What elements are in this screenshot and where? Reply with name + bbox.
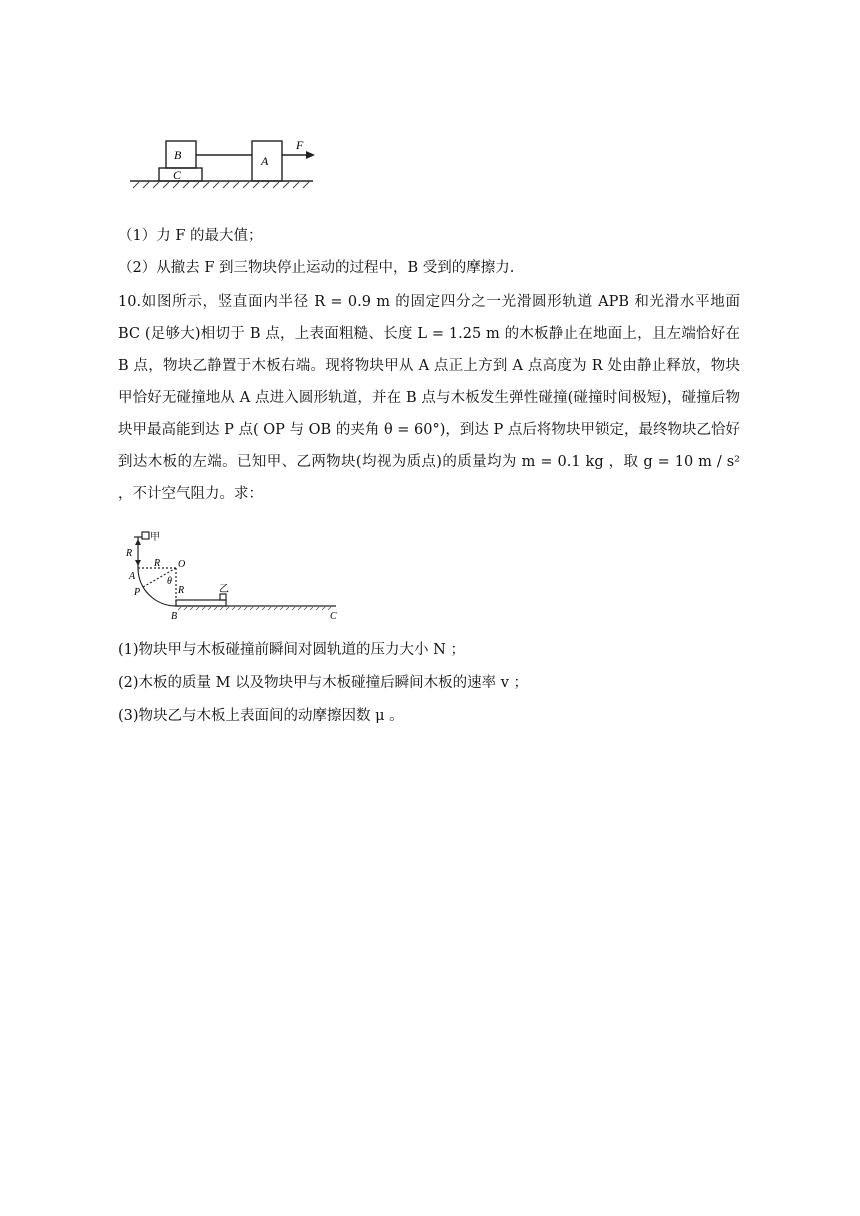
label-p: P [134,587,141,598]
figure-blocks-force [125,135,320,190]
label-f: F [296,138,304,152]
label-r-ob: R [178,585,185,596]
label-a: A [261,154,269,168]
label-r-oa: R [154,558,161,569]
label-theta: θ [167,576,172,587]
figure-quarter-track [118,528,340,622]
label-o: O [178,559,186,570]
label-c: C [173,168,182,182]
label-b: B [174,148,182,162]
label-jia: 甲 [150,532,160,543]
q10-sub2: (2)木板的质量 M 以及物块甲与木板碰撞后瞬间木板的速率 v ； [118,675,529,691]
label-a: A [129,571,136,582]
q10-sub3: (3)物块乙与木板上表面间的动摩擦因数 μ 。 [118,708,404,724]
q9-sub2: （2）从撤去 F 到三物块停止运动的过程中，B 受到的摩擦力. [118,260,515,276]
label-yi: 乙 [219,584,229,595]
block-jia [142,532,149,539]
q10-stem: 10.如图所示，竖直面内半径 R = 0.9 m 的固定四分之一光滑圆形轨道 APB 和光滑水平地面 BC (足够大)相切于 B 点，上表面粗糙、长度 L = 1.25 m 的木板静止在地面上，且左端恰好在 B 点，物块乙静置于木板右端。现将物块甲从 A 点正上方到 A 点高度为 R 处由静止释放，物块甲恰好无碰撞地从 A 点进入圆形轨道，并在 B 点与木板发生弹性碰撞(碰撞时间极短)，碰撞后物块甲最高能到达 P 点( OP 与 OB 的夹角 θ = 60°)，到达 P 点后将物块甲锁定，最终物块乙恰好到达木板的左端。已知甲、乙两物块(均视为质点)的质量均为 m = 0.1 kg ，取 g = 10 m / s² ，不计空气阻力。求： [118,294,740,502]
board [176,600,226,606]
q9-sub1: （1）力 F 的最大值； [118,228,263,244]
label-r-height: R [126,548,133,559]
q10-sub1: (1)物块甲与木板碰撞前瞬间对圆轨道的压力大小 N ； [118,642,465,658]
label-b: B [171,611,178,622]
label-c: C [330,611,337,622]
